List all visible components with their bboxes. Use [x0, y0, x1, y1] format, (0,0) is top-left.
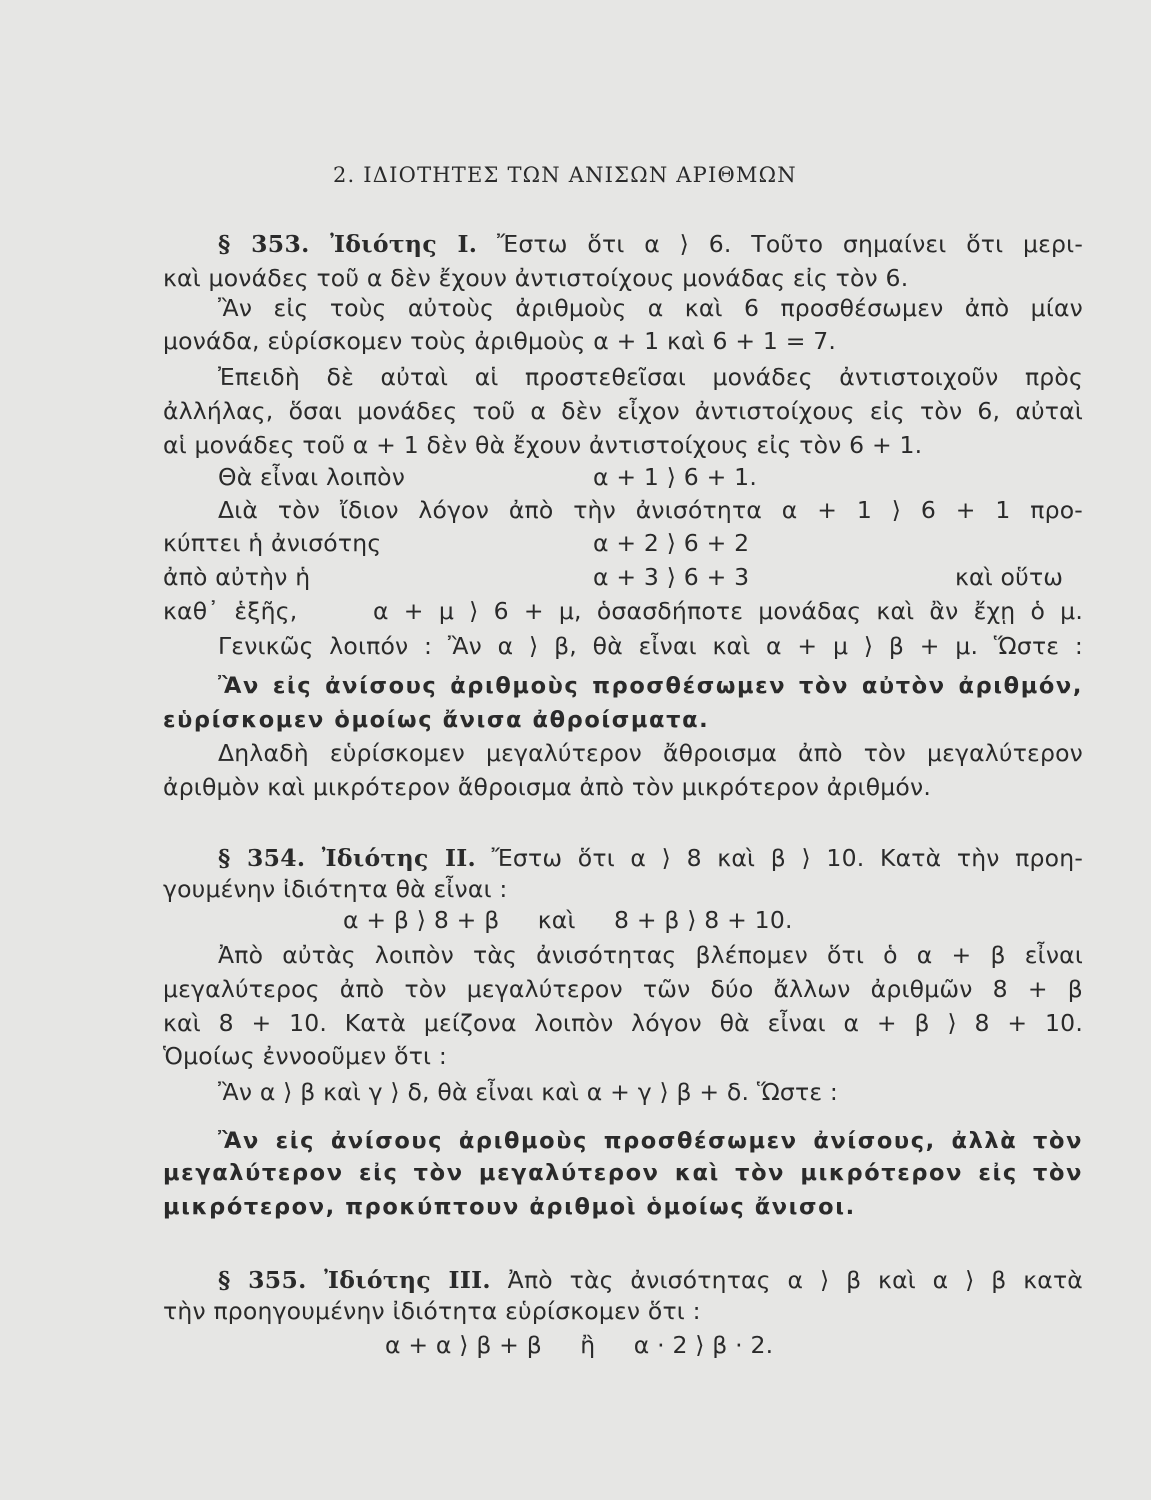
s353-line-11b: α + 3 ⟩ 6 + 3 — [593, 563, 750, 591]
s355-label: § 355. Ἰδιότης III. — [218, 1266, 491, 1294]
s354-rule-line-2: μεγαλύτερον εἰς τὸν μεγαλύτερον καὶ τὸν μικρότερον εἰς τὸν — [163, 1160, 1083, 1186]
s353-line-13: Γενικῶς λοιπόν : Ἂν α ⟩ β, θὰ εἶναι καὶ α + μ ⟩ β + μ. Ὥστε : — [218, 632, 1083, 660]
s353-line-10b: α + 2 ⟩ 6 + 2 — [593, 529, 750, 557]
s353-line-8a: Θὰ εἶναι λοιπὸν — [218, 463, 406, 491]
s355-line-3: α + α ⟩ β + β ἢ α · 2 ⟩ β · 2. — [385, 1331, 774, 1359]
s353-line-6: ἀλλήλας, ὅσαι μονάδες τοῦ α δὲν εἶχον ἀντιστοίχους εἰς τὸν 6, αὐταὶ — [163, 397, 1083, 425]
s354-label: § 354. Ἰδιότης II. — [218, 844, 477, 872]
s353-label: § 353. Ἰδιότης I. — [218, 230, 478, 258]
s354-line-4: Ἀπὸ αὐτὰς λοιπὸν τὰς ἀνισότητας βλέπομεν ὅτι ὁ α + β εἶναι — [218, 941, 1083, 969]
s354-line-8: Ἂν α ⟩ β καὶ γ ⟩ δ, θὰ εἶναι καὶ α + γ ⟩ β + δ. Ὥστε : — [218, 1078, 839, 1106]
s353-line-8b: α + 1 ⟩ 6 + 1. — [593, 463, 757, 491]
s355-line-2: τὴν προηγουμένην ἰδιότητα εὑρίσκομεν ὅτι : — [163, 1297, 701, 1325]
s353-line-12: καθ᾽ ἑξῆς, α + μ ⟩ 6 + μ, ὁσασδήποτε μονάδας καὶ ἂν ἔχῃ ὁ μ. — [163, 597, 1083, 625]
s353-rule-line-1: Ἂν εἰς ἀνίσους ἀριθμοὺς προσθέσωμεν τὸν αὐτὸν ἀριθμόν, — [218, 673, 1083, 699]
s354-line-7: Ὁμοίως ἐννοοῦμεν ὅτι : — [163, 1042, 447, 1070]
s353-line-2: καὶ μονάδες τοῦ α δὲν ἔχουν ἀντιστοίχους μονάδας εἰς τὸν 6. — [163, 264, 909, 292]
s354-line-2: γουμένην ἰδιότητα θὰ εἶναι : — [163, 875, 508, 903]
s353-line-15: ἀριθμὸν καὶ μικρότερον ἄθροισμα ἀπὸ τὸν μικρότερον ἀριθμόν. — [163, 773, 931, 801]
s355-line-1 — [218, 1265, 1083, 1295]
s353-text-1: Ἔστω ὅτι α ⟩ 6. Τοῦτο σημαίνει ὅτι μερι- — [497, 230, 1084, 258]
s354-line-6: καὶ 8 + 10. Κατὰ μείζονα λοιπὸν λόγον θὰ εἶναι α + β ⟩ 8 + 10. — [163, 1009, 1083, 1037]
s353-line-11c: καὶ οὕτω — [955, 563, 1064, 591]
chapter-heading: 2. ΙΔΙΟΤΗΤΕΣ ΤΩΝ ΑΝΙΣΩΝ ΑΡΙΘΜΩΝ — [333, 163, 797, 187]
s355-text-1: Ἀπὸ τὰς ἀνισότητας α ⟩ β καὶ α ⟩ β κατὰ — [507, 1266, 1083, 1294]
s354-line-1 — [218, 843, 1083, 873]
s354-line-5: μεγαλύτερος ἀπὸ τὸν μεγαλύτερον τῶν δύο ἄλλων ἀριθμῶν 8 + β — [163, 975, 1083, 1003]
s353-line-10a: κύπτει ἡ ἀνισότης — [163, 529, 382, 557]
s354-line-3: α + β ⟩ 8 + β καὶ 8 + β ⟩ 8 + 10. — [343, 906, 793, 934]
s353-line-4: μονάδα, εὑρίσκομεν τοὺς ἀριθμοὺς α + 1 καὶ 6 + 1 = 7. — [163, 327, 837, 355]
s354-rule-line-3: μικρότερον, προκύπτουν ἀριθμοὶ ὁμοίως ἄνισοι. — [163, 1194, 856, 1220]
s354-rule-line-1: Ἂν εἰς ἀνίσους ἀριθμοὺς προσθέσωμεν ἀνίσους, ἀλλὰ τὸν — [218, 1128, 1083, 1154]
s353-line-7: αἱ μονάδες τοῦ α + 1 δὲν θὰ ἔχουν ἀντιστοίχους εἰς τὸν 6 + 1. — [163, 431, 923, 459]
s353-line-5: Ἐπειδὴ δὲ αὐταὶ αἱ προστεθεῖσαι μονάδες ἀντιστοιχοῦν πρὸς — [218, 363, 1083, 391]
s354-text-1: Ἔστω ὅτι α ⟩ 8 καὶ β ⟩ 10. Κατὰ τὴν προη- — [491, 844, 1084, 872]
s353-line-3: Ἂν εἰς τοὺς αὐτοὺς ἀριθμοὺς α καὶ 6 προσθέσωμεν ἀπὸ μίαν — [218, 294, 1083, 322]
s353-rule-line-2: εὑρίσκομεν ὁμοίως ἄνισα ἀθροίσματα. — [163, 707, 710, 733]
s353-line-1 — [218, 229, 1083, 259]
s353-line-14: Δηλαδὴ εὑρίσκομεν μεγαλύτερον ἄθροισμα ἀπὸ τὸν μεγαλύτερον — [218, 739, 1083, 767]
s353-line-9: Διὰ τὸν ἴδιον λόγον ἀπὸ τὴν ἀνισότητα α + 1 ⟩ 6 + 1 προ- — [218, 496, 1083, 524]
s353-line-11a: ἀπὸ αὐτὴν ἡ — [163, 563, 311, 591]
